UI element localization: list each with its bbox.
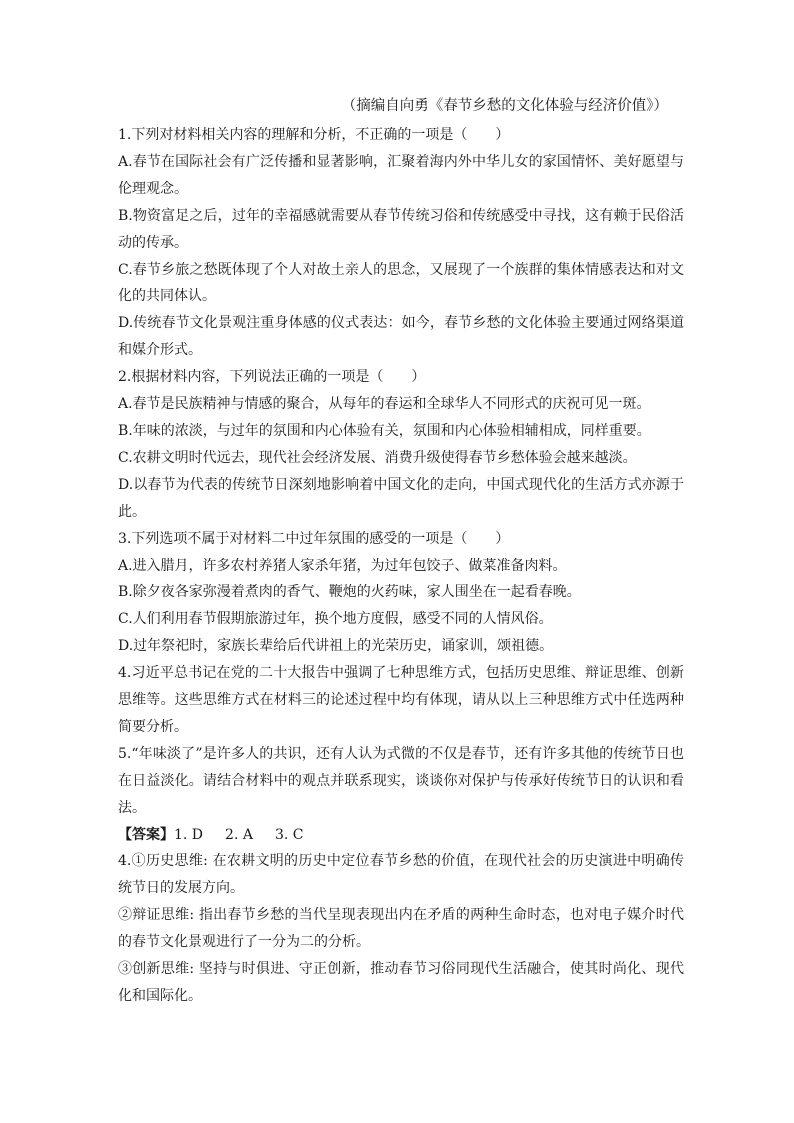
answer-4-point-1: 4.①历史思维: 在农耕文明的历史中定位春节乡愁的价值，在现代社会的历史演进中明确传统节日的发展方向。 xyxy=(118,853,684,897)
question-1-option-c: C.春节乡旅之愁既体现了个人对故土亲人的思念，又展现了一个族群的集体情感表达和对文化的共同体认。 xyxy=(118,261,684,305)
question-3-option-d: D.过年祭祀时，家族长辈给后代讲祖上的光荣历史，诵家训，颂祖德。 xyxy=(118,638,554,655)
answer-4-point-3: ③创新思维: 坚持与时俱进、守正创新，推动春节习俗同现代生活融合，使其时尚化、现代化和国际化。 xyxy=(118,961,684,1004)
question-3-option-b: B.除夕夜各家弥漫着煮肉的香气、鞭炮的火药味，家人围坐在一起看春晚。 xyxy=(118,584,581,601)
answer-3: 3. C xyxy=(274,826,304,843)
question-3-stem: 3.下列选项不属于对材料二中过年氛围的感受的一项是（ ） xyxy=(118,530,510,547)
answer-tag: 【答案】 xyxy=(118,826,174,843)
source-citation: （摘编自向勇《春节乡愁的文化体验与经济价值》） xyxy=(341,98,668,114)
answer-1: 1. D xyxy=(174,826,204,843)
question-3-option-c: C.人们利用春节假期旅游过年，换个地方度假，感受不同的人情风俗。 xyxy=(118,611,553,628)
question-5-stem: 5.“年味淡了”是许多人的共识，还有人认为式微的不仅是春节，还有许多其他的传统节日也在日益淡化。请结合材料中的观点并联系现实，谈谈你对保护与传承好传统节日的认识和看法。 xyxy=(118,745,684,816)
question-2-option-b: B.年味的浓淡，与过年的氛围和内心体验有关，氛围和内心体验相辅相成，同样重要。 xyxy=(118,422,651,439)
answer-4-number: 4. xyxy=(118,853,132,870)
question-content xyxy=(118,122,684,1010)
question-4-stem: 4.习近平总书记在党的二十大报告中强调了七种思维方式，包括历史思维、辩证思维、创新思维等。这些思维方式在材料三的论述过程中均有体现，请从以上三种思维方式中任选两种简要分析。 xyxy=(118,665,684,735)
question-1-option-b: B.物资富足之后，过年的幸福感就需要从春节传统习俗和传统感受中寻找，这有赖于民俗活动的传承。 xyxy=(118,207,684,251)
question-1-option-d: D.传统春节文化景观注重身体感的仪式表达：如今，春节乡愁的文化体验主要通过网络渠道和媒介形式。 xyxy=(118,315,684,359)
question-2-option-d: D.以春节为代表的传统节日深刻地影响着中国文化的走向，中国式现代化的生活方式亦源于此。 xyxy=(118,476,684,520)
answer-line xyxy=(118,822,684,849)
question-2-option-a: A.春节是民族精神与情感的聚合，从每年的春运和全球华人不同形式的庆祝可见一斑。 xyxy=(118,396,651,413)
question-1-option-a: A.春节在国际社会有广泛传播和显著影响，汇聚着海内外中华儿女的家国情怀、美好愿望与伦理观念。 xyxy=(118,153,684,197)
question-2-option-c: C.农耕文明时代远去，现代社会经济发展、消费升级使得春节乡愁体验会越来越淡。 xyxy=(118,449,637,466)
question-3-option-a: A.进入腊月，许多农村养猪人家杀年猪，为过年包饺子、做菜准备肉料。 xyxy=(118,557,567,574)
question-1-stem: 1.下列对材料相关内容的理解和分析，不正确的一项是（ ） xyxy=(118,127,510,143)
answer-2: 2. A xyxy=(225,826,253,843)
question-2-stem: 2.根据材料内容，下列说法正确的一项是（ ） xyxy=(118,369,426,386)
answer-4-point-2: ②辩证思维: 指出春节乡愁的当代呈现表现出内在矛盾的两种生命时态，也对电子媒介时代的春节文化景观进行了一分为二的分析。 xyxy=(118,907,684,951)
